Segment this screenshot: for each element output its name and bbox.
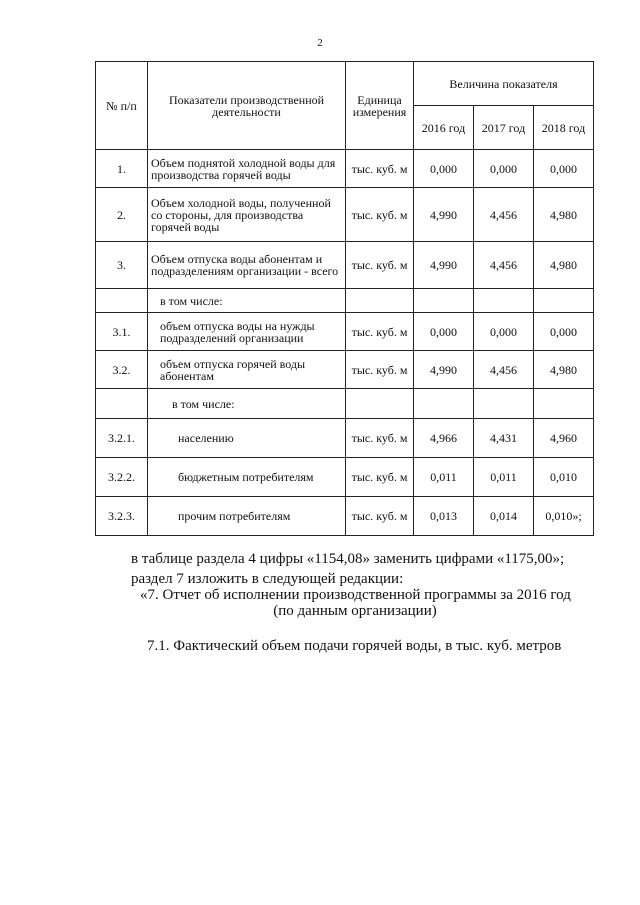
- row-value-2017: [474, 389, 534, 419]
- row-label: Объем холодной воды, полученной со стороны, для производства горячей воды: [148, 188, 346, 242]
- row-value-2018: 4,980: [534, 188, 594, 242]
- row-value-2016: [414, 289, 474, 313]
- table-row: [96, 419, 594, 458]
- row-value-2017: 4,456: [474, 188, 534, 242]
- row-value-2018: 0,000: [534, 313, 594, 351]
- row-unit: [346, 389, 414, 419]
- table-row: [96, 188, 594, 242]
- header-indicators: Показатели производственной деятельности: [148, 62, 346, 150]
- row-value-2016: 4,966: [414, 419, 474, 458]
- row-label: бюджетным потребителям: [148, 458, 346, 497]
- row-value-2016: 4,990: [414, 188, 474, 242]
- row-num: 1.: [96, 150, 148, 188]
- table-row: [96, 313, 594, 351]
- row-label: населению: [148, 419, 346, 458]
- row-value-2018: 4,960: [534, 419, 594, 458]
- row-num: 3.2.: [96, 351, 148, 389]
- amendment-line-2: раздел 7 изложить в следующей редакции:: [131, 571, 404, 587]
- page-number: 2: [317, 37, 323, 49]
- row-value-2016: 0,000: [414, 313, 474, 351]
- production-indicators-table: [95, 61, 594, 536]
- row-value-2016: 0,011: [414, 458, 474, 497]
- table-row: [96, 458, 594, 497]
- row-value-2017: 4,431: [474, 419, 534, 458]
- row-unit: тыс. куб. м: [346, 351, 414, 389]
- row-value-2016: 0,000: [414, 150, 474, 188]
- table-row: [96, 242, 594, 289]
- row-unit: [346, 289, 414, 313]
- row-num: 3.1.: [96, 313, 148, 351]
- row-num: [96, 389, 148, 419]
- header-unit: Единица измерения: [346, 62, 414, 150]
- row-value-2018: 4,980: [534, 242, 594, 289]
- row-unit: тыс. куб. м: [346, 458, 414, 497]
- row-value-2017: [474, 289, 534, 313]
- row-value-2017: 4,456: [474, 351, 534, 389]
- header-year-2016: 2016 год: [414, 106, 474, 150]
- row-value-2017: 0,000: [474, 150, 534, 188]
- row-num: [96, 289, 148, 313]
- table-row: [96, 389, 594, 419]
- row-label: в том числе:: [148, 389, 346, 419]
- row-value-2017: 4,456: [474, 242, 534, 289]
- row-unit: тыс. куб. м: [346, 150, 414, 188]
- row-label: Объем отпуска воды абонентам и подразделениям организации - всего: [148, 242, 346, 289]
- row-label: объем отпуска горячей воды абонентам: [148, 351, 346, 389]
- row-unit: тыс. куб. м: [346, 188, 414, 242]
- header-num: № п/п: [96, 62, 148, 150]
- row-unit: тыс. куб. м: [346, 419, 414, 458]
- row-value-2016: 4,990: [414, 242, 474, 289]
- header-year-2017: 2017 год: [474, 106, 534, 150]
- row-label: объем отпуска воды на нужды подразделений организации: [148, 313, 346, 351]
- section-7-heading: «7. Отчет об исполнении производственной программы за 2016 год: [140, 587, 571, 603]
- row-num: 3.2.1.: [96, 419, 148, 458]
- row-num: 2.: [96, 188, 148, 242]
- amendment-line-1: в таблице раздела 4 цифры «1154,08» заменить цифрами «1175,00»;: [131, 551, 565, 567]
- row-label: прочим потребителям: [148, 497, 346, 536]
- row-num: 3.2.3.: [96, 497, 148, 536]
- row-unit: тыс. куб. м: [346, 242, 414, 289]
- table-row: [96, 351, 594, 389]
- table-row: [96, 497, 594, 536]
- subsection-7-1-title: 7.1. Фактический объем подачи горячей воды, в тыс. куб. метров: [147, 638, 562, 654]
- row-value-2017: 0,011: [474, 458, 534, 497]
- row-value-2018: 0,010: [534, 458, 594, 497]
- row-value-2017: 0,014: [474, 497, 534, 536]
- row-value-2018: 0,000: [534, 150, 594, 188]
- row-num: 3.2.2.: [96, 458, 148, 497]
- row-value-2016: 0,013: [414, 497, 474, 536]
- table-row: [96, 289, 594, 313]
- row-value-2017: 0,000: [474, 313, 534, 351]
- table-row: [96, 150, 594, 188]
- row-label: в том числе:: [148, 289, 346, 313]
- row-label: Объем поднятой холодной воды для производства горячей воды: [148, 150, 346, 188]
- row-num: 3.: [96, 242, 148, 289]
- section-7-subheading: (по данным организации): [273, 603, 437, 619]
- header-year-2018: 2018 год: [534, 106, 594, 150]
- row-value-2016: 4,990: [414, 351, 474, 389]
- row-value-2018: 0,010»;: [534, 497, 594, 536]
- row-value-2018: 4,980: [534, 351, 594, 389]
- row-value-2018: [534, 389, 594, 419]
- row-value-2016: [414, 389, 474, 419]
- header-value: Величина показателя: [414, 62, 594, 106]
- row-unit: тыс. куб. м: [346, 313, 414, 351]
- row-value-2018: [534, 289, 594, 313]
- row-unit: тыс. куб. м: [346, 497, 414, 536]
